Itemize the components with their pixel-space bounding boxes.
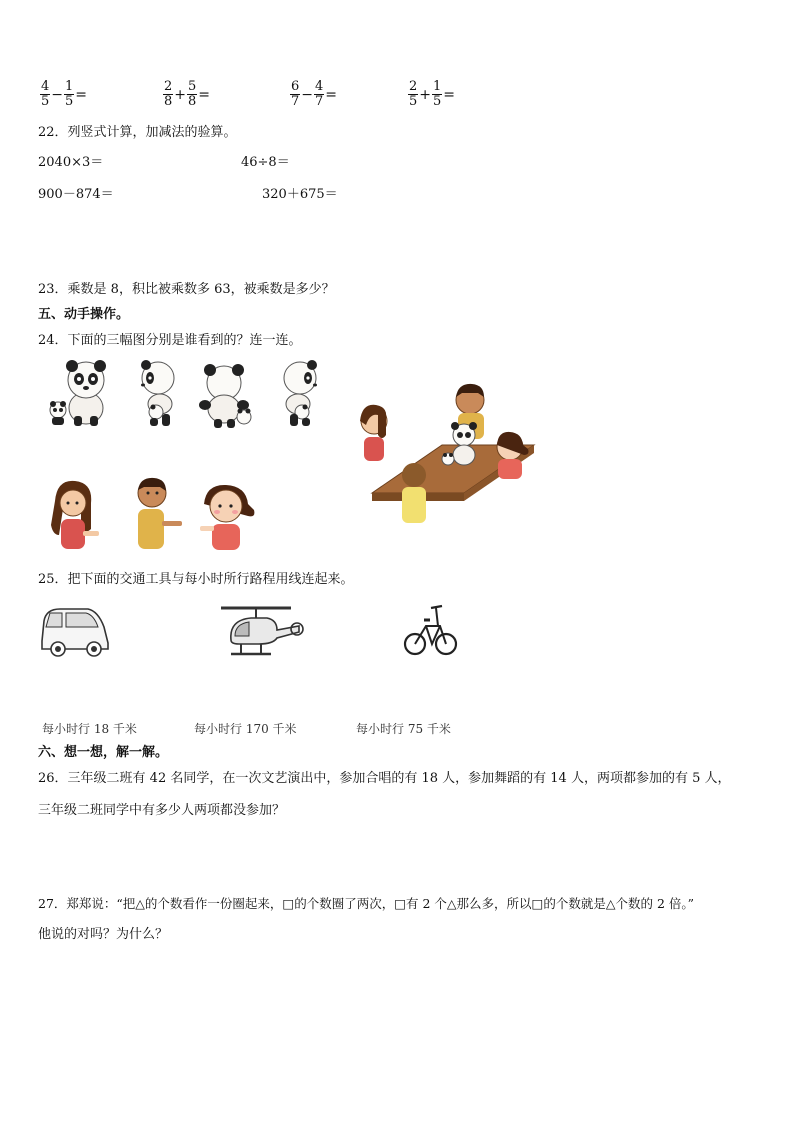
denominator: 5 bbox=[41, 94, 50, 109]
denominator: 8 bbox=[164, 94, 173, 109]
numerator: 1 bbox=[65, 79, 74, 94]
numerator: 4 bbox=[41, 79, 50, 94]
question-27-line-1: 27．郑郑说：“把△的个数看作一份圈起来，□的个数圈了两次，□有 2 个△那么多，所以□的个数就是△个数的 2 倍。” bbox=[38, 896, 695, 911]
denominator: 5 bbox=[65, 94, 74, 109]
equals-sign: = bbox=[75, 86, 88, 103]
fraction bbox=[163, 80, 173, 109]
equals-sign: = bbox=[443, 86, 456, 103]
panda-side-view-image bbox=[136, 360, 181, 428]
question-26-line-1: 26．三年级二班有 42 名同学，在一次文艺演出中，参加合唱的有 18 人，参加舞蹈的有 14 人，两项都参加的有 5 人， bbox=[38, 771, 731, 786]
numerator: 4 bbox=[315, 79, 324, 94]
question-24: 24．下面的三幅图分别是谁看到的？连一连。 bbox=[38, 333, 302, 348]
calc-item-3: 900－874＝ bbox=[38, 187, 114, 202]
bicycle-image bbox=[404, 600, 458, 662]
denominator: 5 bbox=[433, 94, 442, 109]
fraction bbox=[290, 80, 300, 109]
operator: − bbox=[301, 86, 314, 103]
numerator: 5 bbox=[188, 79, 197, 94]
numerator: 2 bbox=[164, 79, 173, 94]
question-26-line-2: 三年级二班同学中有多少人两项都没参加？ bbox=[38, 803, 286, 818]
fraction-problem-4 bbox=[408, 80, 456, 109]
fraction bbox=[64, 80, 74, 109]
equals-sign: = bbox=[325, 86, 338, 103]
fraction bbox=[432, 80, 442, 109]
section-5-heading: 五、动手操作。 bbox=[38, 307, 130, 322]
girl-smiling-image bbox=[198, 480, 258, 552]
numerator: 2 bbox=[409, 79, 418, 94]
panda-back-view-image bbox=[196, 365, 256, 429]
girl-pointing-image bbox=[45, 475, 105, 553]
fraction bbox=[408, 80, 418, 109]
question-22-title: 22．列竖式计算，加减法的验算。 bbox=[38, 125, 237, 140]
fraction-problem-2 bbox=[163, 80, 211, 109]
panda-front-view-image bbox=[48, 360, 118, 428]
question-27-line-2: 他说的对吗？为什么？ bbox=[38, 927, 169, 942]
equals-sign: = bbox=[198, 86, 211, 103]
section-6-heading: 六、想一想，解一解。 bbox=[38, 745, 169, 760]
numerator: 6 bbox=[291, 79, 300, 94]
operator: − bbox=[51, 86, 64, 103]
denominator: 7 bbox=[315, 94, 324, 109]
numerator: 1 bbox=[433, 79, 442, 94]
speed-label-170: 每小时行 170 千米 bbox=[194, 722, 297, 736]
fraction bbox=[187, 80, 197, 109]
panda-side-view-2-image bbox=[278, 360, 323, 428]
fraction-problem-1 bbox=[40, 80, 88, 109]
question-23: 23．乘数是 8，积比被乘数多 63，被乘数是多少？ bbox=[38, 282, 335, 297]
table-scene-image bbox=[352, 375, 537, 530]
fraction-problem-3 bbox=[290, 80, 338, 109]
car-image bbox=[38, 603, 110, 659]
question-25: 25．把下面的交通工具与每小时所行路程用线连起来。 bbox=[38, 572, 354, 587]
denominator: 7 bbox=[291, 94, 300, 109]
operator: + bbox=[174, 86, 187, 103]
boy-gesturing-image bbox=[128, 475, 188, 553]
helicopter-image bbox=[217, 600, 301, 662]
fraction bbox=[40, 80, 50, 109]
speed-label-18: 每小时行 18 千米 bbox=[42, 722, 137, 736]
operator: + bbox=[419, 86, 432, 103]
speed-label-75: 每小时行 75 千米 bbox=[356, 722, 451, 736]
denominator: 8 bbox=[188, 94, 197, 109]
fraction bbox=[314, 80, 324, 109]
calc-item-4: 320＋675＝ bbox=[262, 187, 338, 202]
calc-item-1: 2040×3＝ bbox=[38, 155, 104, 170]
denominator: 5 bbox=[409, 94, 418, 109]
calc-item-2: 46÷8＝ bbox=[241, 155, 290, 170]
